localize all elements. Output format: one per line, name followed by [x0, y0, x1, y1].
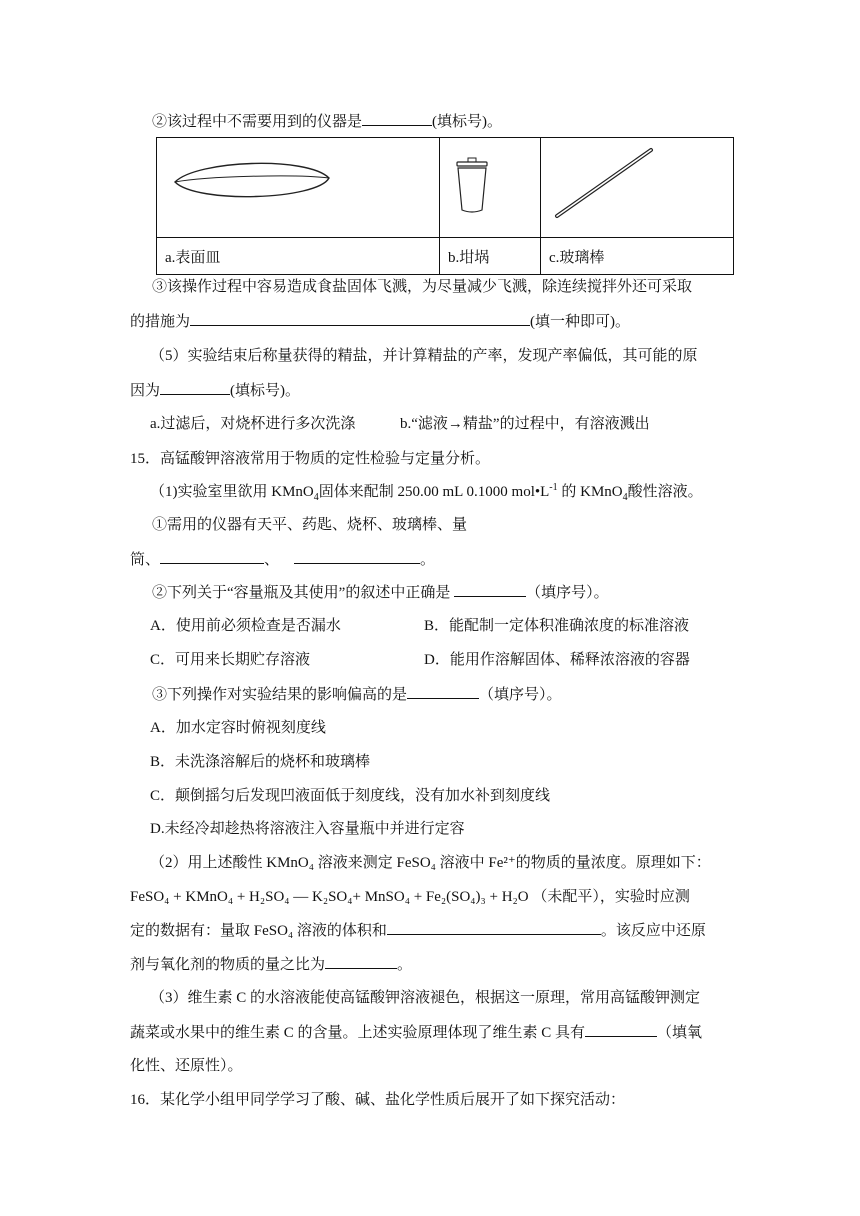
- answer-blank[interactable]: [362, 111, 432, 126]
- q15-part1: （1)实验室里欲用 KMnO$_4$固体来配制 250.00 mL 0.1000 $mol•L^{-1}$ 的 KMnO$_4$酸性溶液。: [150, 482, 703, 503]
- glass-rod-icon: [541, 138, 733, 232]
- q14-part2: ②该过程中不需要用到的仪器是 (填标号)。: [152, 111, 502, 132]
- q15-part2-line3: 定的数据有：量取 FeSO₄ 溶液的体积和 。该反应中还原: [130, 920, 706, 941]
- instrument-table: [156, 137, 734, 275]
- q14-part3-line1: ③该操作过程中容易造成食盐固体飞溅，为尽量减少飞溅，除连续搅拌外还可采取: [152, 279, 693, 295]
- option-B: B．能配制一定体积准确浓度的标准溶液: [424, 618, 690, 634]
- answer-blank[interactable]: [454, 582, 526, 597]
- question-16-title: 16．某化学小组甲同学学习了酸、碱、盐化学性质后展开了如下探究活动：: [130, 1092, 626, 1108]
- instrument-image-cell: [157, 138, 440, 238]
- instrument-image-cell: [541, 138, 734, 238]
- option-C: C．可用来长期贮存溶液: [150, 652, 311, 668]
- q15-part3-line3: 化性、还原性）。: [130, 1058, 243, 1074]
- instrument-label: a.表面皿: [157, 238, 440, 275]
- instrument-label: c.玻璃棒: [541, 238, 734, 275]
- option-C: C．颠倒摇匀后发现凹液面低于刻度线，没有加水补到刻度线: [150, 788, 551, 804]
- option-B: B．未洗涤溶解后的烧杯和玻璃棒: [150, 754, 371, 770]
- q15-part3-line2: 蔬菜或水果中的维生素 C 的含量。上述实验原理体现了维生素 C 具有 （填氧: [130, 1022, 702, 1043]
- option-A: A．使用前必须检查是否漏水: [150, 618, 341, 634]
- instrument-image-cell: [440, 138, 541, 238]
- instrument-label: b.坩埚: [440, 238, 541, 275]
- answer-blank[interactable]: [160, 380, 230, 395]
- q14-part3-line2: 的措施为 (填一种即可)。: [130, 311, 630, 332]
- question-15-title: 15．高锰酸钾溶液常用于物质的定性检验与定量分析。: [130, 451, 491, 467]
- answer-blank[interactable]: [387, 920, 601, 935]
- answer-blank[interactable]: [325, 954, 397, 969]
- answer-blank[interactable]: [407, 684, 479, 699]
- answer-blank[interactable]: [160, 549, 264, 564]
- q15-part1-3: ③下列操作对实验结果的影响偏高的是 （填序号）。: [152, 684, 562, 705]
- q14-option-a: a.过滤后，对烧杯进行多次洗涤: [150, 416, 356, 432]
- option-D: D.未经冷却趁热将溶液注入容量瓶中并进行定容: [150, 821, 465, 837]
- q15-part1-1-line1: ①需用的仪器有天平、药匙、烧杯、玻璃棒、量: [152, 517, 468, 533]
- answer-blank[interactable]: [294, 549, 420, 564]
- crucible-icon: [440, 138, 540, 232]
- option-D: D．能用作溶解固体、稀释浓溶液的容器: [424, 652, 690, 668]
- q15-part2-line4: 剂与氧化剂的物质的量之比为 。: [130, 954, 412, 975]
- q14-part5-line1: （5）实验结束后称量获得的精盐，并计算精盐的产率，发现产率偏低，其可能的原: [150, 348, 698, 364]
- answer-blank[interactable]: [190, 311, 530, 326]
- q14-part5-line2: 因为 (填标号)。: [130, 380, 300, 401]
- q14-option-b: b.“滤液→精盐”的过程中，有溶液溅出: [400, 416, 650, 432]
- q15-part2-line1: （2）用上述酸性 KMnO₄ 溶液来测定 FeSO₄ 溶液中 Fe²⁺的物质的量浓度。原理如下：: [150, 855, 711, 871]
- q15-part1-2: ②下列关于“容量瓶及其使用”的叙述中正确是 （填序号）。: [152, 582, 609, 603]
- q15-part3-line1: （3）维生素 C 的水溶液能使高锰酸钾溶液褪色，根据这一原理，常用高锰酸钾测定: [150, 990, 701, 1006]
- answer-blank[interactable]: [585, 1022, 657, 1037]
- q15-part1-1-line2: 筒、 、 。: [130, 549, 435, 570]
- option-A: A．加水定容时俯视刻度线: [150, 720, 326, 736]
- evaporating-dish-icon: [157, 138, 439, 232]
- q15-part2-line2: FeSO₄ + KMnO₄ + H₂SO₄ — K₂SO₄+ MnSO₄ + Fe₂(SO₄)₃ + H₂O （未配平），实验时应测: [130, 889, 690, 905]
